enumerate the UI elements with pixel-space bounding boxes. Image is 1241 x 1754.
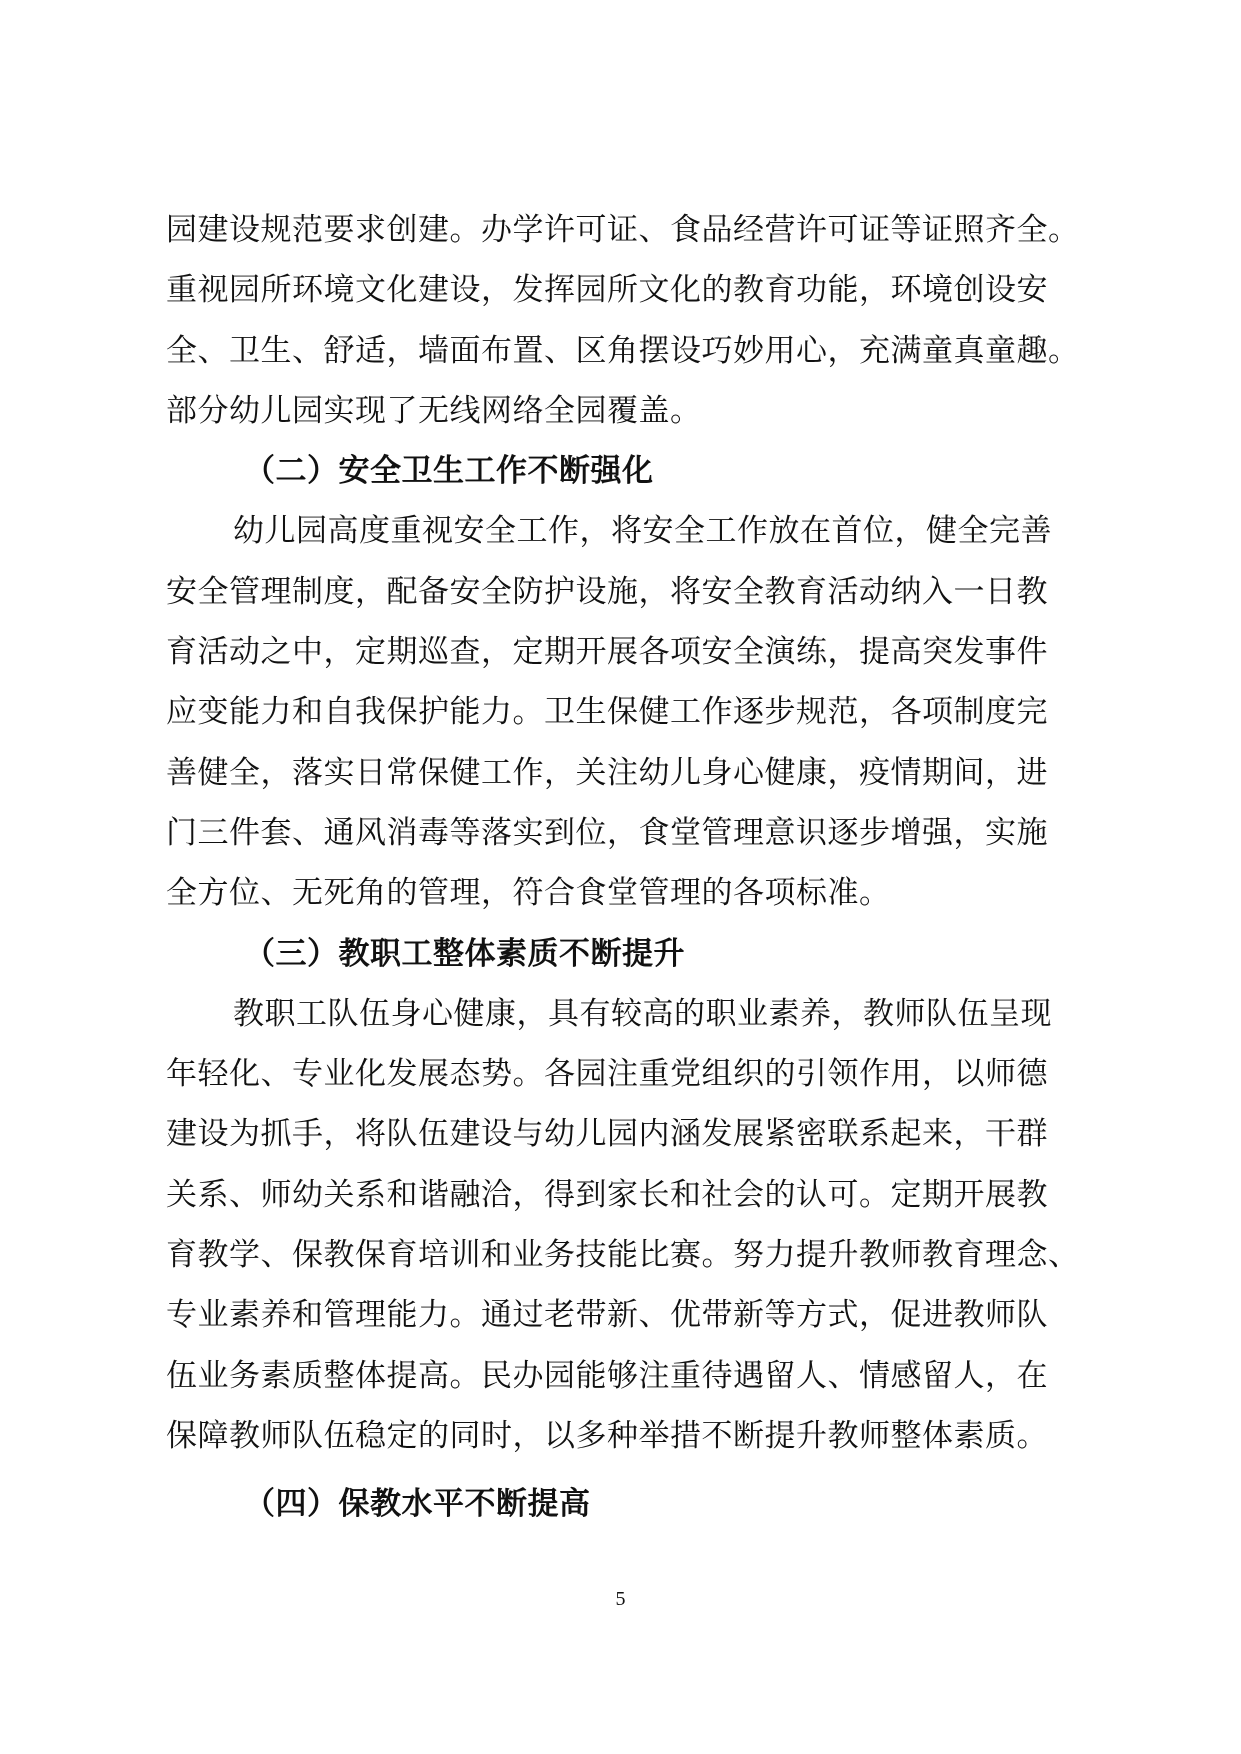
text-line: 应变能力和自我保护能力。卫生保健工作逐步规范，各项制度完 [166, 694, 1048, 731]
text-line: 善健全，落实日常保健工作，关注幼儿身心健康，疫情期间，进 [166, 754, 1048, 791]
text-line: 关系、师幼关系和谐融洽，得到家长和社会的认可。定期开展教 [166, 1176, 1048, 1213]
body-text [166, 200, 1096, 1535]
text-line: 安全管理制度，配备安全防护设施，将安全教育活动纳入一日教 [166, 573, 1048, 610]
text-line: 园建设规范要求创建。办学许可证、食品经营许可证等证照齐全。 [166, 212, 1080, 248]
text-line: 幼儿园高度重视安全工作，将安全工作放在首位，健全完善 [233, 513, 1052, 550]
text-line: 专业素养和管理能力。通过老带新、优带新等方式，促进教师队 [166, 1297, 1048, 1334]
text-line: 育教学、保教保育培训和业务技能比赛。努力提升教师教育理念、 [166, 1237, 1080, 1274]
text-line: 门三件套、通风消毒等落实到位，食堂管理意识逐步增强，实施 [166, 814, 1048, 851]
section-heading-2: （二）安全卫生工作不断强化 [244, 453, 654, 490]
section-heading-4: （四）保教水平不断提高 [244, 1486, 591, 1523]
text-line: 教职工队伍身心健康，具有较高的职业素养，教师队伍呈现 [233, 995, 1052, 1032]
text-line: 保障教师队伍稳定的同时，以多种举措不断提升教师整体素质。 [166, 1417, 1048, 1454]
text-line: 重视园所环境文化建设，发挥园所文化的教育功能，环境创设安 [166, 272, 1048, 309]
text-line: 年轻化、专业化发展态势。各园注重党组织的引领作用，以师德 [166, 1056, 1048, 1093]
section-heading-3: （三）教职工整体素质不断提升 [244, 935, 685, 972]
text-line: 建设为抓手，将队伍建设与幼儿园内涵发展紧密联系起来，干群 [166, 1116, 1048, 1153]
text-line: 部分幼儿园实现了无线网络全园覆盖。 [166, 392, 702, 429]
text-line: 伍业务素质整体提高。民办园能够注重待遇留人、情感留人，在 [166, 1357, 1048, 1394]
text-line: 育活动之中，定期巡查，定期开展各项安全演练，提高突发事件 [166, 634, 1048, 671]
page-number: 5 [615, 1588, 626, 1610]
text-line: 全、卫生、舒适，墙面布置、区角摆设巧妙用心，充满童真童趣。 [166, 332, 1080, 369]
text-line: 全方位、无死角的管理，符合食堂管理的各项标准。 [166, 875, 891, 912]
